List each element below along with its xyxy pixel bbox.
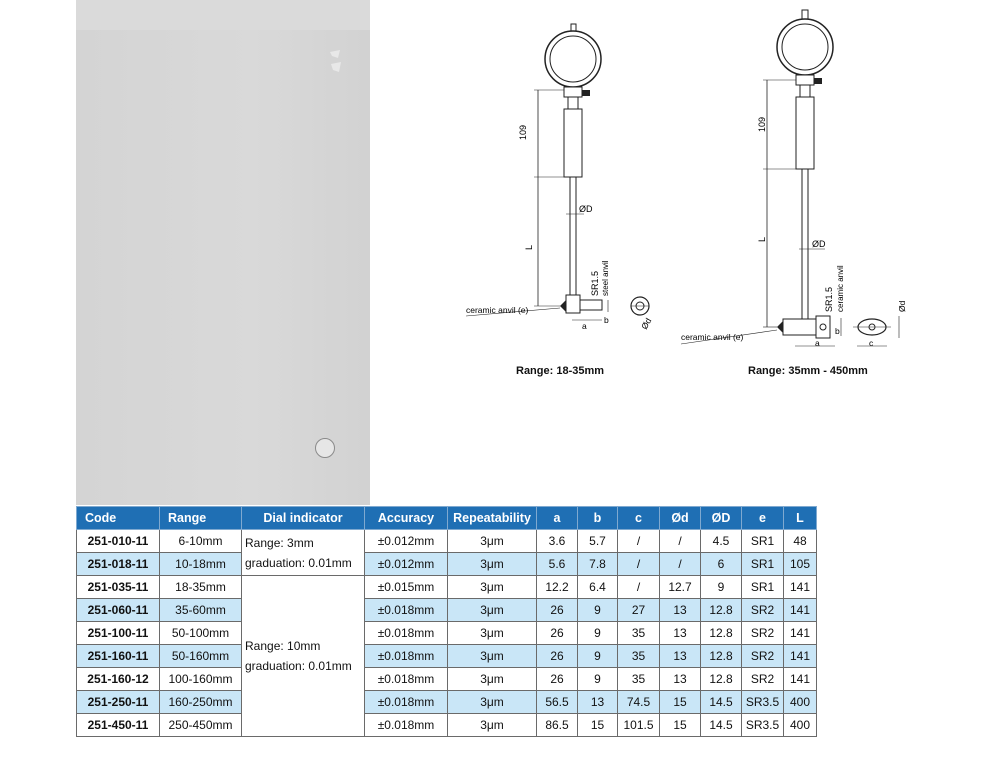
- cell-e: SR1: [742, 530, 784, 553]
- cell-od-small: /: [660, 530, 701, 553]
- table-row: [77, 553, 817, 576]
- cell-l: 105: [784, 553, 817, 576]
- cell-code: 251-160-11: [77, 645, 160, 668]
- cell-od: 12.8: [701, 599, 742, 622]
- cell-od-small: 13: [660, 599, 701, 622]
- cell-od-small: /: [660, 553, 701, 576]
- cell-a: 26: [537, 599, 578, 622]
- cell-accuracy: ±0.018mm: [365, 668, 448, 691]
- label-od-small-right: Ød: [897, 300, 907, 312]
- cell-od-small: 15: [660, 714, 701, 737]
- cell-e: SR2: [742, 645, 784, 668]
- cell-c: /: [618, 530, 660, 553]
- cell-a: 12.2: [537, 576, 578, 599]
- cell-c: 101.5: [618, 714, 660, 737]
- cell-c: /: [618, 553, 660, 576]
- cell-od: 4.5: [701, 530, 742, 553]
- cell-b: 9: [578, 668, 618, 691]
- cell-l: 141: [784, 576, 817, 599]
- cell-b: 9: [578, 645, 618, 668]
- cell-e: SR3.5: [742, 714, 784, 737]
- label-b-left: b: [604, 315, 609, 325]
- label-ceramic-right: ceramic anvil (e): [681, 332, 744, 342]
- table-row: [77, 576, 817, 599]
- cell-repeatability: 3μm: [448, 622, 537, 645]
- header-od-small: Ød: [660, 507, 701, 530]
- cell-code: 251-010-11: [77, 530, 160, 553]
- cell-accuracy: ±0.018mm: [365, 691, 448, 714]
- table-row: [77, 599, 817, 622]
- dim-l-left: L: [524, 244, 534, 250]
- label-anvil-left: steel anvil: [601, 260, 610, 296]
- cell-range: 160-250mm: [160, 691, 242, 714]
- cell-accuracy: ±0.018mm: [365, 714, 448, 737]
- cell-l: 141: [784, 622, 817, 645]
- cell-accuracy: ±0.018mm: [365, 622, 448, 645]
- header-range: Range: [160, 507, 242, 530]
- cell-repeatability: 3μm: [448, 599, 537, 622]
- table-row: [77, 622, 817, 645]
- cell-code: 251-060-11: [77, 599, 160, 622]
- drawing-left-svg: [460, 0, 660, 390]
- cell-b: 5.7: [578, 530, 618, 553]
- cell-b: 7.8: [578, 553, 618, 576]
- dial-range: Range: 10mm: [245, 639, 321, 653]
- cell-code: 251-160-12: [77, 668, 160, 691]
- cell-accuracy: ±0.018mm: [365, 645, 448, 668]
- cell-code: 251-250-11: [77, 691, 160, 714]
- cell-e: SR2: [742, 622, 784, 645]
- cell-e: SR2: [742, 599, 784, 622]
- drawing-left: [460, 0, 660, 390]
- cell-od: 14.5: [701, 691, 742, 714]
- caption-left: Range: 18-35mm: [516, 365, 605, 377]
- label-b-right: b: [835, 326, 840, 336]
- cell-dial-group-2: [242, 576, 365, 737]
- cell-e: SR3.5: [742, 691, 784, 714]
- cell-c: 35: [618, 645, 660, 668]
- cell-c: 35: [618, 668, 660, 691]
- dial-graduation: graduation: 0.01mm: [245, 659, 352, 673]
- header-accuracy: Accuracy: [365, 507, 448, 530]
- header-c: c: [618, 507, 660, 530]
- table-row: [77, 714, 817, 737]
- header-od: ØD: [701, 507, 742, 530]
- cell-repeatability: 3μm: [448, 645, 537, 668]
- cell-l: 400: [784, 691, 817, 714]
- label-sr-left: SR1.5: [590, 270, 600, 296]
- drawing-right: [675, 0, 915, 390]
- cell-range: 10-18mm: [160, 553, 242, 576]
- cell-od: 12.8: [701, 668, 742, 691]
- cell-a: 5.6: [537, 553, 578, 576]
- label-sr-right: SR1.5: [824, 286, 834, 312]
- cell-code: 251-100-11: [77, 622, 160, 645]
- dim-109-right: 109: [757, 116, 767, 132]
- cell-range: 50-100mm: [160, 622, 242, 645]
- photo-mark-icon: [328, 48, 344, 78]
- label-ceramic-left: ceramic anvil (e): [466, 305, 529, 315]
- cell-a: 26: [537, 622, 578, 645]
- table-row: [77, 530, 817, 553]
- cell-l: 141: [784, 645, 817, 668]
- cell-b: 9: [578, 622, 618, 645]
- caption-right: Range: 35mm - 450mm: [748, 365, 868, 377]
- label-a-right: a: [815, 338, 820, 348]
- cell-accuracy: ±0.015mm: [365, 576, 448, 599]
- cell-od-small: 13: [660, 645, 701, 668]
- cell-od-small: 13: [660, 668, 701, 691]
- cell-repeatability: 3μm: [448, 576, 537, 599]
- cell-od: 6: [701, 553, 742, 576]
- photo-top-strip: [76, 0, 370, 30]
- cell-range: 35-60mm: [160, 599, 242, 622]
- dim-109-left: 109: [518, 124, 528, 140]
- cell-code: 251-018-11: [77, 553, 160, 576]
- cell-range: 250-450mm: [160, 714, 242, 737]
- cell-b: 15: [578, 714, 618, 737]
- cell-l: 141: [784, 668, 817, 691]
- cell-repeatability: 3μm: [448, 714, 537, 737]
- cell-l: 400: [784, 714, 817, 737]
- cell-b: 6.4: [578, 576, 618, 599]
- header-l: L: [784, 507, 817, 530]
- dim-l-right: L: [757, 236, 767, 242]
- label-anvil-right: ceramic anvil: [836, 265, 845, 312]
- cell-od: 12.8: [701, 645, 742, 668]
- header-b: b: [578, 507, 618, 530]
- cell-od-small: 12.7: [660, 576, 701, 599]
- cell-dial-group-1: [242, 530, 365, 576]
- cell-repeatability: 3μm: [448, 691, 537, 714]
- cell-c: 35: [618, 622, 660, 645]
- cell-b: 13: [578, 691, 618, 714]
- cell-accuracy: ±0.012mm: [365, 553, 448, 576]
- table-row: [77, 691, 817, 714]
- cell-code: 251-035-11: [77, 576, 160, 599]
- header-a: a: [537, 507, 578, 530]
- cell-range: 18-35mm: [160, 576, 242, 599]
- cell-repeatability: 3μm: [448, 530, 537, 553]
- cell-a: 26: [537, 645, 578, 668]
- cell-accuracy: ±0.012mm: [365, 530, 448, 553]
- cell-od-small: 13: [660, 622, 701, 645]
- cell-l: 141: [784, 599, 817, 622]
- header-e: e: [742, 507, 784, 530]
- cell-a: 56.5: [537, 691, 578, 714]
- cell-od: 12.8: [701, 622, 742, 645]
- cell-l: 48: [784, 530, 817, 553]
- header-dial-indicator: Dial indicator: [242, 507, 365, 530]
- cell-c: /: [618, 576, 660, 599]
- cell-accuracy: ±0.018mm: [365, 599, 448, 622]
- header-repeatability: Repeatability: [448, 507, 537, 530]
- cell-od: 14.5: [701, 714, 742, 737]
- cell-c: 27: [618, 599, 660, 622]
- cell-od: 9: [701, 576, 742, 599]
- spec-table: [76, 506, 817, 737]
- label-a-left: a: [582, 321, 587, 331]
- cell-a: 3.6: [537, 530, 578, 553]
- drawing-right-svg: [675, 0, 915, 390]
- cell-od-small: 15: [660, 691, 701, 714]
- cell-e: SR1: [742, 553, 784, 576]
- dim-od-left: ØD: [579, 204, 593, 214]
- cell-repeatability: 3μm: [448, 553, 537, 576]
- table-row: [77, 645, 817, 668]
- dim-od-right: ØD: [812, 239, 826, 249]
- cell-code: 251-450-11: [77, 714, 160, 737]
- table-header-row: [77, 507, 817, 530]
- dial-range: Range: 3mm: [245, 535, 314, 550]
- cell-range: 50-160mm: [160, 645, 242, 668]
- cell-repeatability: 3μm: [448, 668, 537, 691]
- dial-graduation: graduation: 0.01mm: [245, 555, 352, 570]
- cell-b: 9: [578, 599, 618, 622]
- cell-range: 100-160mm: [160, 668, 242, 691]
- photo-circle-icon: [315, 438, 335, 458]
- label-c-right: c: [869, 338, 874, 348]
- header-code: Code: [77, 507, 160, 530]
- cell-e: SR1: [742, 576, 784, 599]
- table-row: [77, 668, 817, 691]
- cell-c: 74.5: [618, 691, 660, 714]
- product-photo-placeholder: [76, 0, 370, 505]
- cell-a: 26: [537, 668, 578, 691]
- cell-e: SR2: [742, 668, 784, 691]
- cell-range: 6-10mm: [160, 530, 242, 553]
- label-od-small-left: Ød: [639, 316, 654, 331]
- cell-a: 86.5: [537, 714, 578, 737]
